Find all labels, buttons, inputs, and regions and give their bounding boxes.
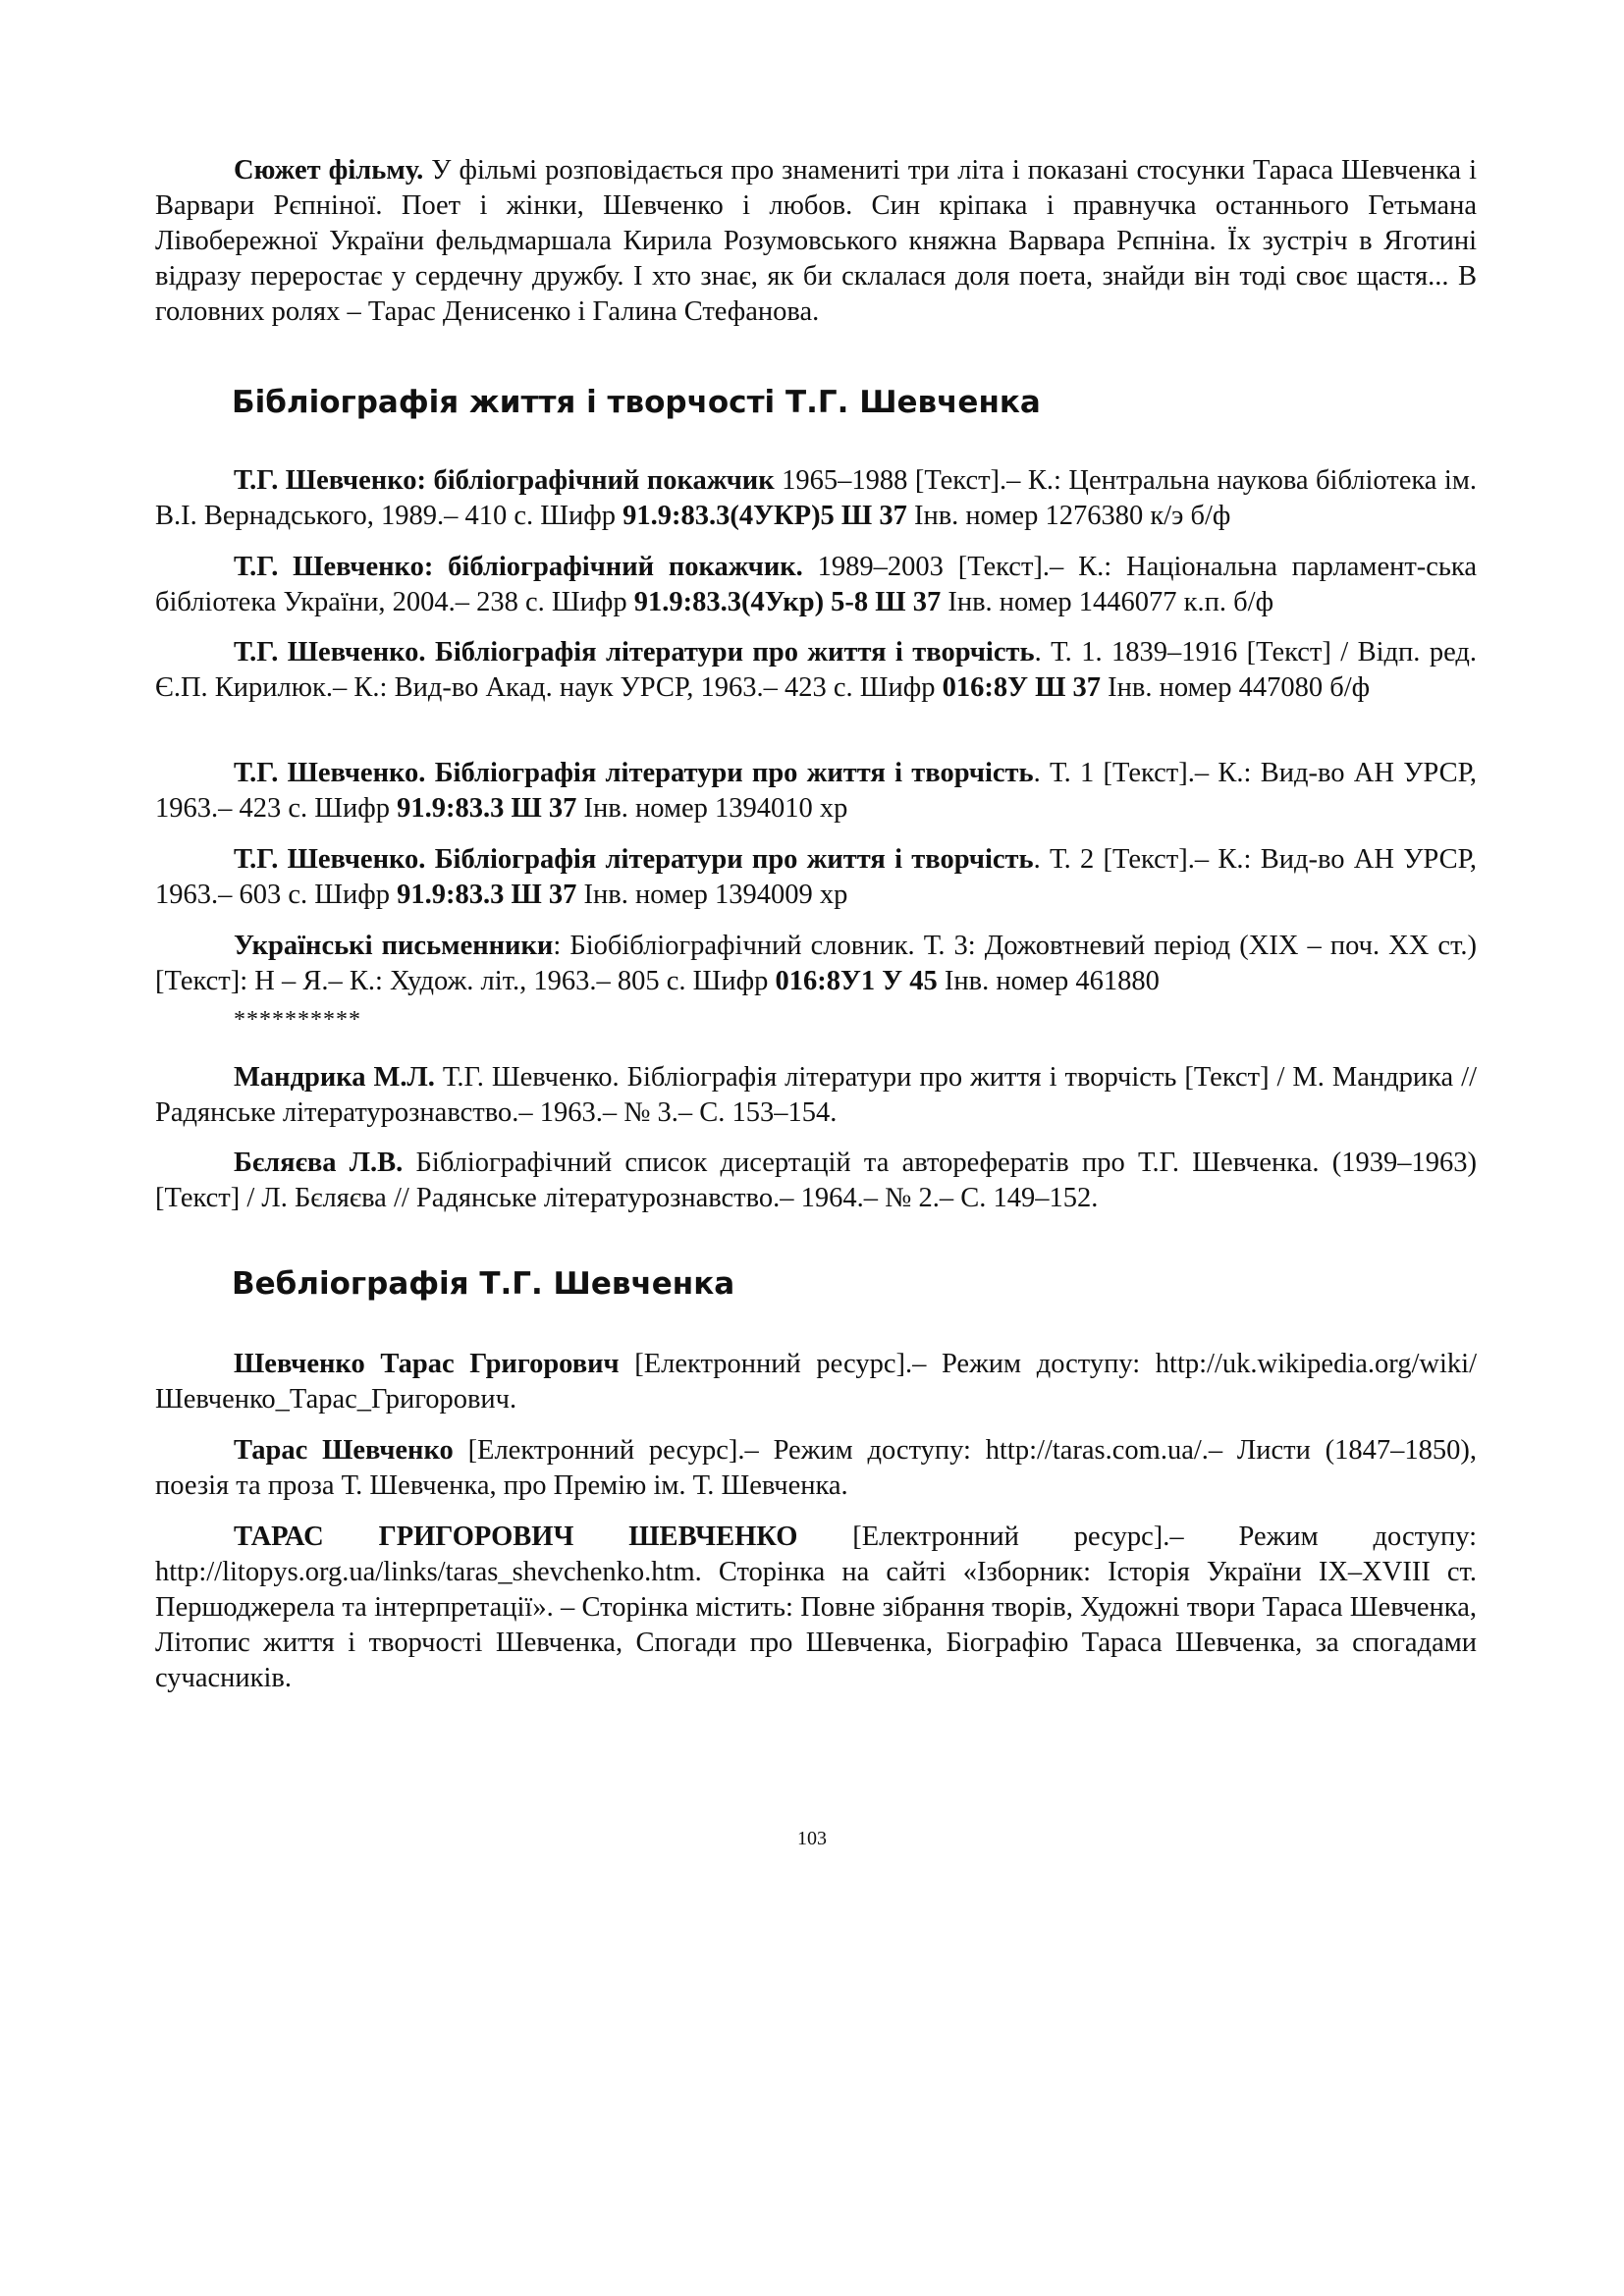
bib-code: 016:8У1 У 45	[775, 966, 938, 996]
web-text: [Електронний ресурс].– Режим доступу: http://taras.com.ua/.– Листи (1847–1850), поезія та проза Т. Шевченка, про Премію ім. Т. Шевченка.	[155, 1435, 1477, 1501]
bib-entry	[155, 550, 1477, 620]
article-entry	[155, 1060, 1477, 1131]
bib-code: 91.9:83.3(4Укр) 5-8 Ш 37	[633, 587, 942, 617]
bib-tail: Інв. номер 461880	[937, 966, 1160, 996]
bib-code: 016:8У Ш 37	[942, 672, 1102, 703]
article-text: Бібліографічний список дисертацій та авторефератів про Т.Г. Шевченка. (1939–1963) [Текст] / Л. Бєляєва // Радянське літературознавство.– 1964.– № 2.– С. 149–152.	[155, 1148, 1477, 1213]
bib-text: : Біобібліографічний словник. Т. 3: Дожовтневий період (XIX – поч. XX ст.) [Текст]: Н – Я.– К.: Худож. літ., 1963.– 805 с. Шифр	[155, 931, 1477, 996]
bib-tail: Інв. номер 1276380 к/э б/ф	[906, 501, 1231, 531]
web-title: ТАРАС ГРИГОРОВИЧ ШЕВЧЕНКО	[234, 1522, 798, 1552]
article-author: Мандрика М.Л.	[234, 1062, 435, 1093]
article-author: Бєляєва Л.В.	[234, 1148, 404, 1178]
web-text: [Електронний ресурс].– Режим доступу: http://uk.wikipedia.org/wiki/Шевченко_Тарас_Григорович.	[155, 1349, 1478, 1415]
bib-tail: Інв. номер 1394009 хр	[576, 880, 848, 910]
bib-text: . Т. 2 [Текст].– К.: Вид-во АН УРСР, 1963.– 603 с. Шифр	[155, 844, 1477, 910]
bib-tail: Інв. номер 1394010 хр	[576, 793, 848, 824]
bib-entry	[155, 842, 1477, 913]
bib-title: Т.Г. Шевченко. Бібліографія літератури про життя і творчість	[234, 758, 1034, 788]
plot-text: У фільмі розповідається про знамениті три літа і показані стосунки Тараса Шевченка і Варвари Рєпніної. Поет і жінки, Шевченко і любов. Син кріпака і правнучка останнього Гетьмана Лівобережної України фельдмаршала Кирила Розумовського княжна Варвара Рєпніна. Їх зустріч в Яготині відразу переростає у сердечну дружбу. І хто знає, як би склалася доля поета, знайди він тоді своє щастя... В головних ролях – Тарас Денисенко і Галина Стефанова.	[155, 155, 1477, 327]
bib-entry	[155, 463, 1477, 534]
bib-code: 91.9:83.3 Ш 37	[397, 880, 577, 910]
bib-code: 91.9:83.3 Ш 37	[397, 793, 577, 824]
web-title: Тарас Шевченко	[234, 1435, 454, 1466]
bib-text: 1989–2003 [Текст].– К.: Національна парламент-ська бібліотека України, 2004.– 238 с. Шифр	[155, 552, 1477, 617]
web-text: [Електронний ресурс].– Режим доступу: http://litopys.org.ua/links/taras_shevchenko.htm. Сторінка на сайті «Ізборник: Історія України IX–XVIII ст. Першоджерела та інтерпретації». – Сторінка містить: Повне зібрання творів, Художні твори Тараса Шевченка, Літопис життя і творчості Шевченка, Спогади про Шевченка, Біографію Тараса Шевченка, за спогадами сучасників.	[155, 1522, 1477, 1693]
web-entry	[155, 1433, 1477, 1504]
bib-text: . Т. 1 [Текст].– К.: Вид-во АН УРСР, 1963.– 423 с. Шифр	[155, 758, 1477, 824]
bib-entry	[155, 635, 1477, 706]
bib-title: Т.Г. Шевченко: бібліографічний покажчик.	[234, 552, 803, 582]
section-heading-bibliography: Бібліографія життя і творчості Т.Г. Шевченка	[232, 385, 1041, 420]
bib-text: 1965–1988 [Текст].– К.: Центральна наукова бібліотека ім. В.І. Вернадського, 1989.– 410 с. Шифр	[155, 465, 1477, 531]
web-title: Шевченко Тарас Григорович	[234, 1349, 620, 1379]
web-entry	[155, 1347, 1477, 1417]
bib-tail: Інв. номер 447080 б/ф	[1101, 672, 1371, 703]
plot-lead: Сюжет фільму.	[234, 155, 424, 186]
bib-text: . Т. 1. 1839–1916 [Текст] / Відп. ред. Є.П. Кирилюк.– К.: Вид-во Акад. наук УРСР, 1963.– 423 с. Шифр	[155, 637, 1477, 703]
bib-title: Українські письменники	[234, 931, 554, 961]
bib-tail: Інв. номер 1446077 к.п. б/ф	[941, 587, 1274, 617]
article-entry	[155, 1146, 1477, 1216]
bib-title: Т.Г. Шевченко. Бібліографія літератури про життя і творчість	[234, 844, 1034, 875]
article-text: Т.Г. Шевченко. Бібліографія літератури про життя і творчість [Текст] / М. Мандрика // Радянське літературознавство.– 1963.– № 3.– С. 153–154.	[155, 1062, 1477, 1128]
bib-code: 91.9:83.3(4УКР)5 Ш 37	[623, 501, 907, 531]
bib-title: Т.Г. Шевченко: бібліографічний покажчик	[234, 465, 775, 496]
separator-stars: **********	[234, 1007, 361, 1033]
plot-paragraph	[155, 153, 1477, 330]
bib-entry	[155, 929, 1477, 999]
page-number: 103	[797, 1828, 827, 1849]
section-heading-webliography: Вебліографія Т.Г. Шевченка	[232, 1266, 735, 1302]
web-entry	[155, 1520, 1477, 1696]
bib-entry	[155, 756, 1477, 827]
bib-title: Т.Г. Шевченко. Бібліографія літератури про життя і творчість	[234, 637, 1035, 667]
